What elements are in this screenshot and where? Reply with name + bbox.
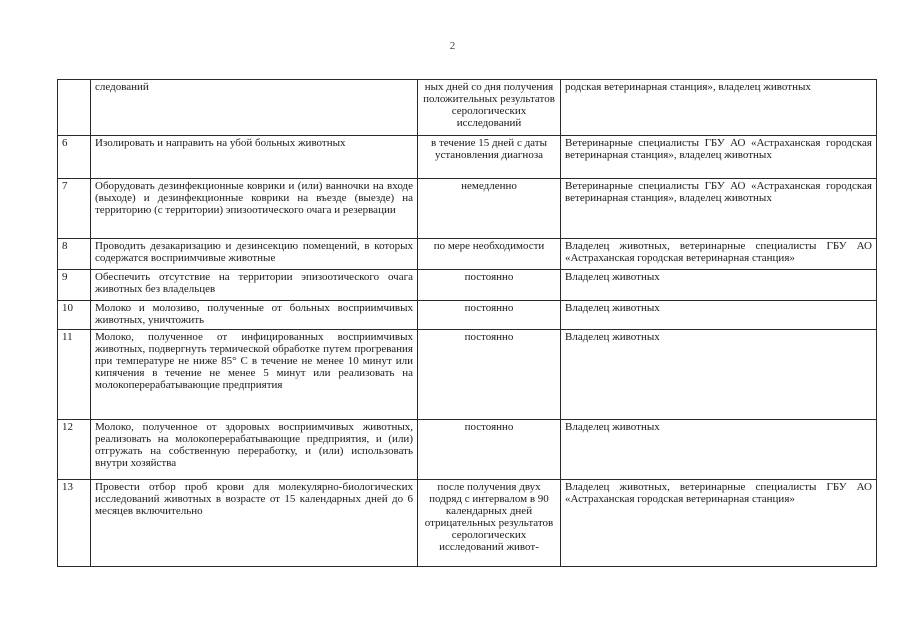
term-cell: постоянно — [418, 301, 561, 330]
table-row — [58, 136, 877, 179]
term-cell: по мере необходимости — [418, 239, 561, 270]
action-cell: Изолировать и направить на убой больных животных — [91, 136, 418, 179]
action-cell: Молоко, полученное от инфицированных восприимчивых животных, подвергнуть термической обработке путем прогревания при температуре не ниже 85° С в течение не менее 10 минут или кипячения в течение не менее 5 минут или реализовать на молокоперерабатывающие предприятия — [91, 330, 418, 420]
action-cell: Обеспечить отсутствие на территории эпизоотического очага животных без владельцев — [91, 270, 418, 301]
action-cell: Молоко, полученное от здоровых восприимчивых животных, реализовать на молокоперерабатывающие предприятия, и (или) отгружать на собственную переработку, и (или) использовать внутри хозяйства — [91, 420, 418, 480]
responsible-cell: Владелец животных — [561, 301, 877, 330]
action-cell: Оборудовать дезинфекционные коврики и (или) ванночки на входе (выходе) и дезинфекционные коврики на въезде (выезде) на территорию (с территории) эпизоотического очага и резервации — [91, 179, 418, 239]
row-number: 9 — [58, 270, 91, 301]
action-cell: Проводить дезакаризацию и дезинсекцию помещений, в которых содержатся восприимчивые животные — [91, 239, 418, 270]
row-number: 12 — [58, 420, 91, 480]
table-row — [58, 420, 877, 480]
term-cell: после получения двух подряд с интервалом в 90 календарных дней отрицательных результатов серологических исследований живот- — [418, 480, 561, 567]
responsible-cell: Ветеринарные специалисты ГБУ АО «Астраханская городская ветеринарная станция», владелец животных — [561, 136, 877, 179]
responsible-cell: Владелец животных, ветеринарные специалисты ГБУ АО «Астраханская городская ветеринарная станция» — [561, 480, 877, 567]
action-cell: Провести отбор проб крови для молекулярно-биологических исследований животных в возрасте от 15 календарных дней до 6 месяцев включительно — [91, 480, 418, 567]
term-cell: постоянно — [418, 270, 561, 301]
responsible-cell: Владелец животных — [561, 420, 877, 480]
responsible-cell: Ветеринарные специалисты ГБУ АО «Астраханская городская ветеринарная станция», владелец животных — [561, 179, 877, 239]
table-row — [58, 179, 877, 239]
row-number: 13 — [58, 480, 91, 567]
table-row — [58, 239, 877, 270]
term-cell: немедленно — [418, 179, 561, 239]
term-cell: ных дней со дня получения положительных результатов серологических исследований — [418, 80, 561, 136]
row-number — [58, 80, 91, 136]
responsible-cell: родская ветеринарная станция», владелец животных — [561, 80, 877, 136]
action-cell: следований — [91, 80, 418, 136]
responsible-cell: Владелец животных, ветеринарные специалисты ГБУ АО «Астраханская городская ветеринарная станция» — [561, 239, 877, 270]
responsible-cell: Владелец животных — [561, 330, 877, 420]
table-row — [58, 270, 877, 301]
row-number: 7 — [58, 179, 91, 239]
term-cell: в течение 15 дней с даты установления диагноза — [418, 136, 561, 179]
table-row — [58, 80, 877, 136]
term-cell: постоянно — [418, 330, 561, 420]
term-cell: постоянно — [418, 420, 561, 480]
table-row — [58, 480, 877, 567]
row-number: 8 — [58, 239, 91, 270]
row-number: 6 — [58, 136, 91, 179]
action-cell: Молоко и молозиво, полученные от больных восприимчивых животных, уничтожить — [91, 301, 418, 330]
row-number: 10 — [58, 301, 91, 330]
row-number: 11 — [58, 330, 91, 420]
page-number: 2 — [449, 40, 456, 52]
responsible-cell: Владелец животных — [561, 270, 877, 301]
measures-table — [57, 79, 877, 567]
table-row — [58, 301, 877, 330]
table-row — [58, 330, 877, 420]
